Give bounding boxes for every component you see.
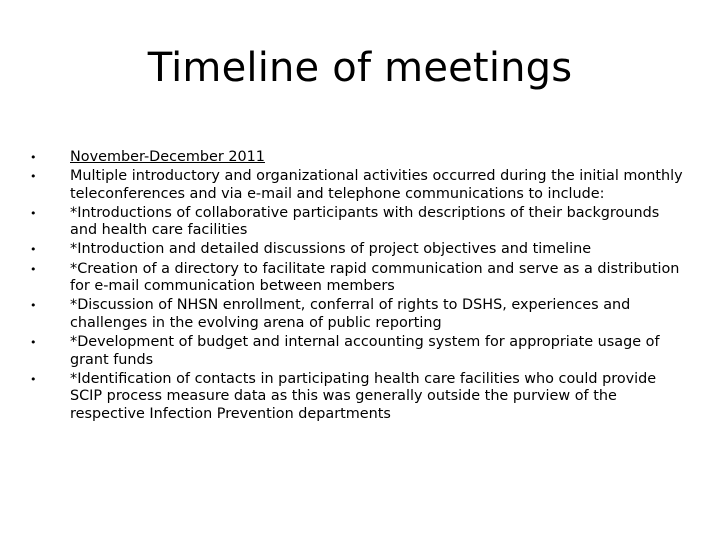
bullet-text: *Development of budget and internal accounting system for appropriate usage of grant funds <box>70 333 660 368</box>
bullet-icon: • <box>30 243 37 257</box>
bullet-icon: • <box>30 170 37 184</box>
bullet-icon: • <box>30 206 37 220</box>
bullet-item <box>28 241 688 259</box>
bullet-icon: • <box>30 372 37 386</box>
bullet-list <box>28 149 688 425</box>
bullet-item <box>28 334 688 369</box>
bullet-icon: • <box>30 151 37 164</box>
bullet-item <box>28 205 688 240</box>
bullet-text: *Identification of contacts in participating health care facilities who could provide SCIP process measure data as this was generally outside the purview of the respective Infection Prevention departments <box>70 370 657 422</box>
bullet-text-date-range: November-December 2011 <box>70 149 265 165</box>
bullet-item <box>28 371 688 424</box>
bullet-icon: • <box>30 262 37 276</box>
bullet-item <box>28 261 688 296</box>
bullet-text: *Creation of a directory to facilitate rapid communication and serve as a distribution for e-mail communication between members <box>70 260 680 295</box>
bullet-item <box>28 149 688 167</box>
bullet-icon: • <box>30 335 37 349</box>
bullet-icon: • <box>30 299 37 313</box>
bullet-text: *Discussion of NHSN enrollment, conferral of rights to DSHS, experiences and challenges in the evolving arena of public reporting <box>70 297 631 331</box>
bullet-text: Multiple introductory and organizational activities occurred during the initial monthly teleconferences and via e-mail and telephone communications to include: <box>70 168 683 202</box>
bullet-item <box>28 297 688 332</box>
bullet-text: *Introductions of collaborative participants with descriptions of their backgrounds and health care facilities <box>70 204 660 239</box>
slide-title: Timeline of meetings <box>147 45 573 91</box>
bullet-item <box>28 168 688 203</box>
bullet-text: *Introduction and detailed discussions of project objectives and timeline <box>70 241 592 258</box>
